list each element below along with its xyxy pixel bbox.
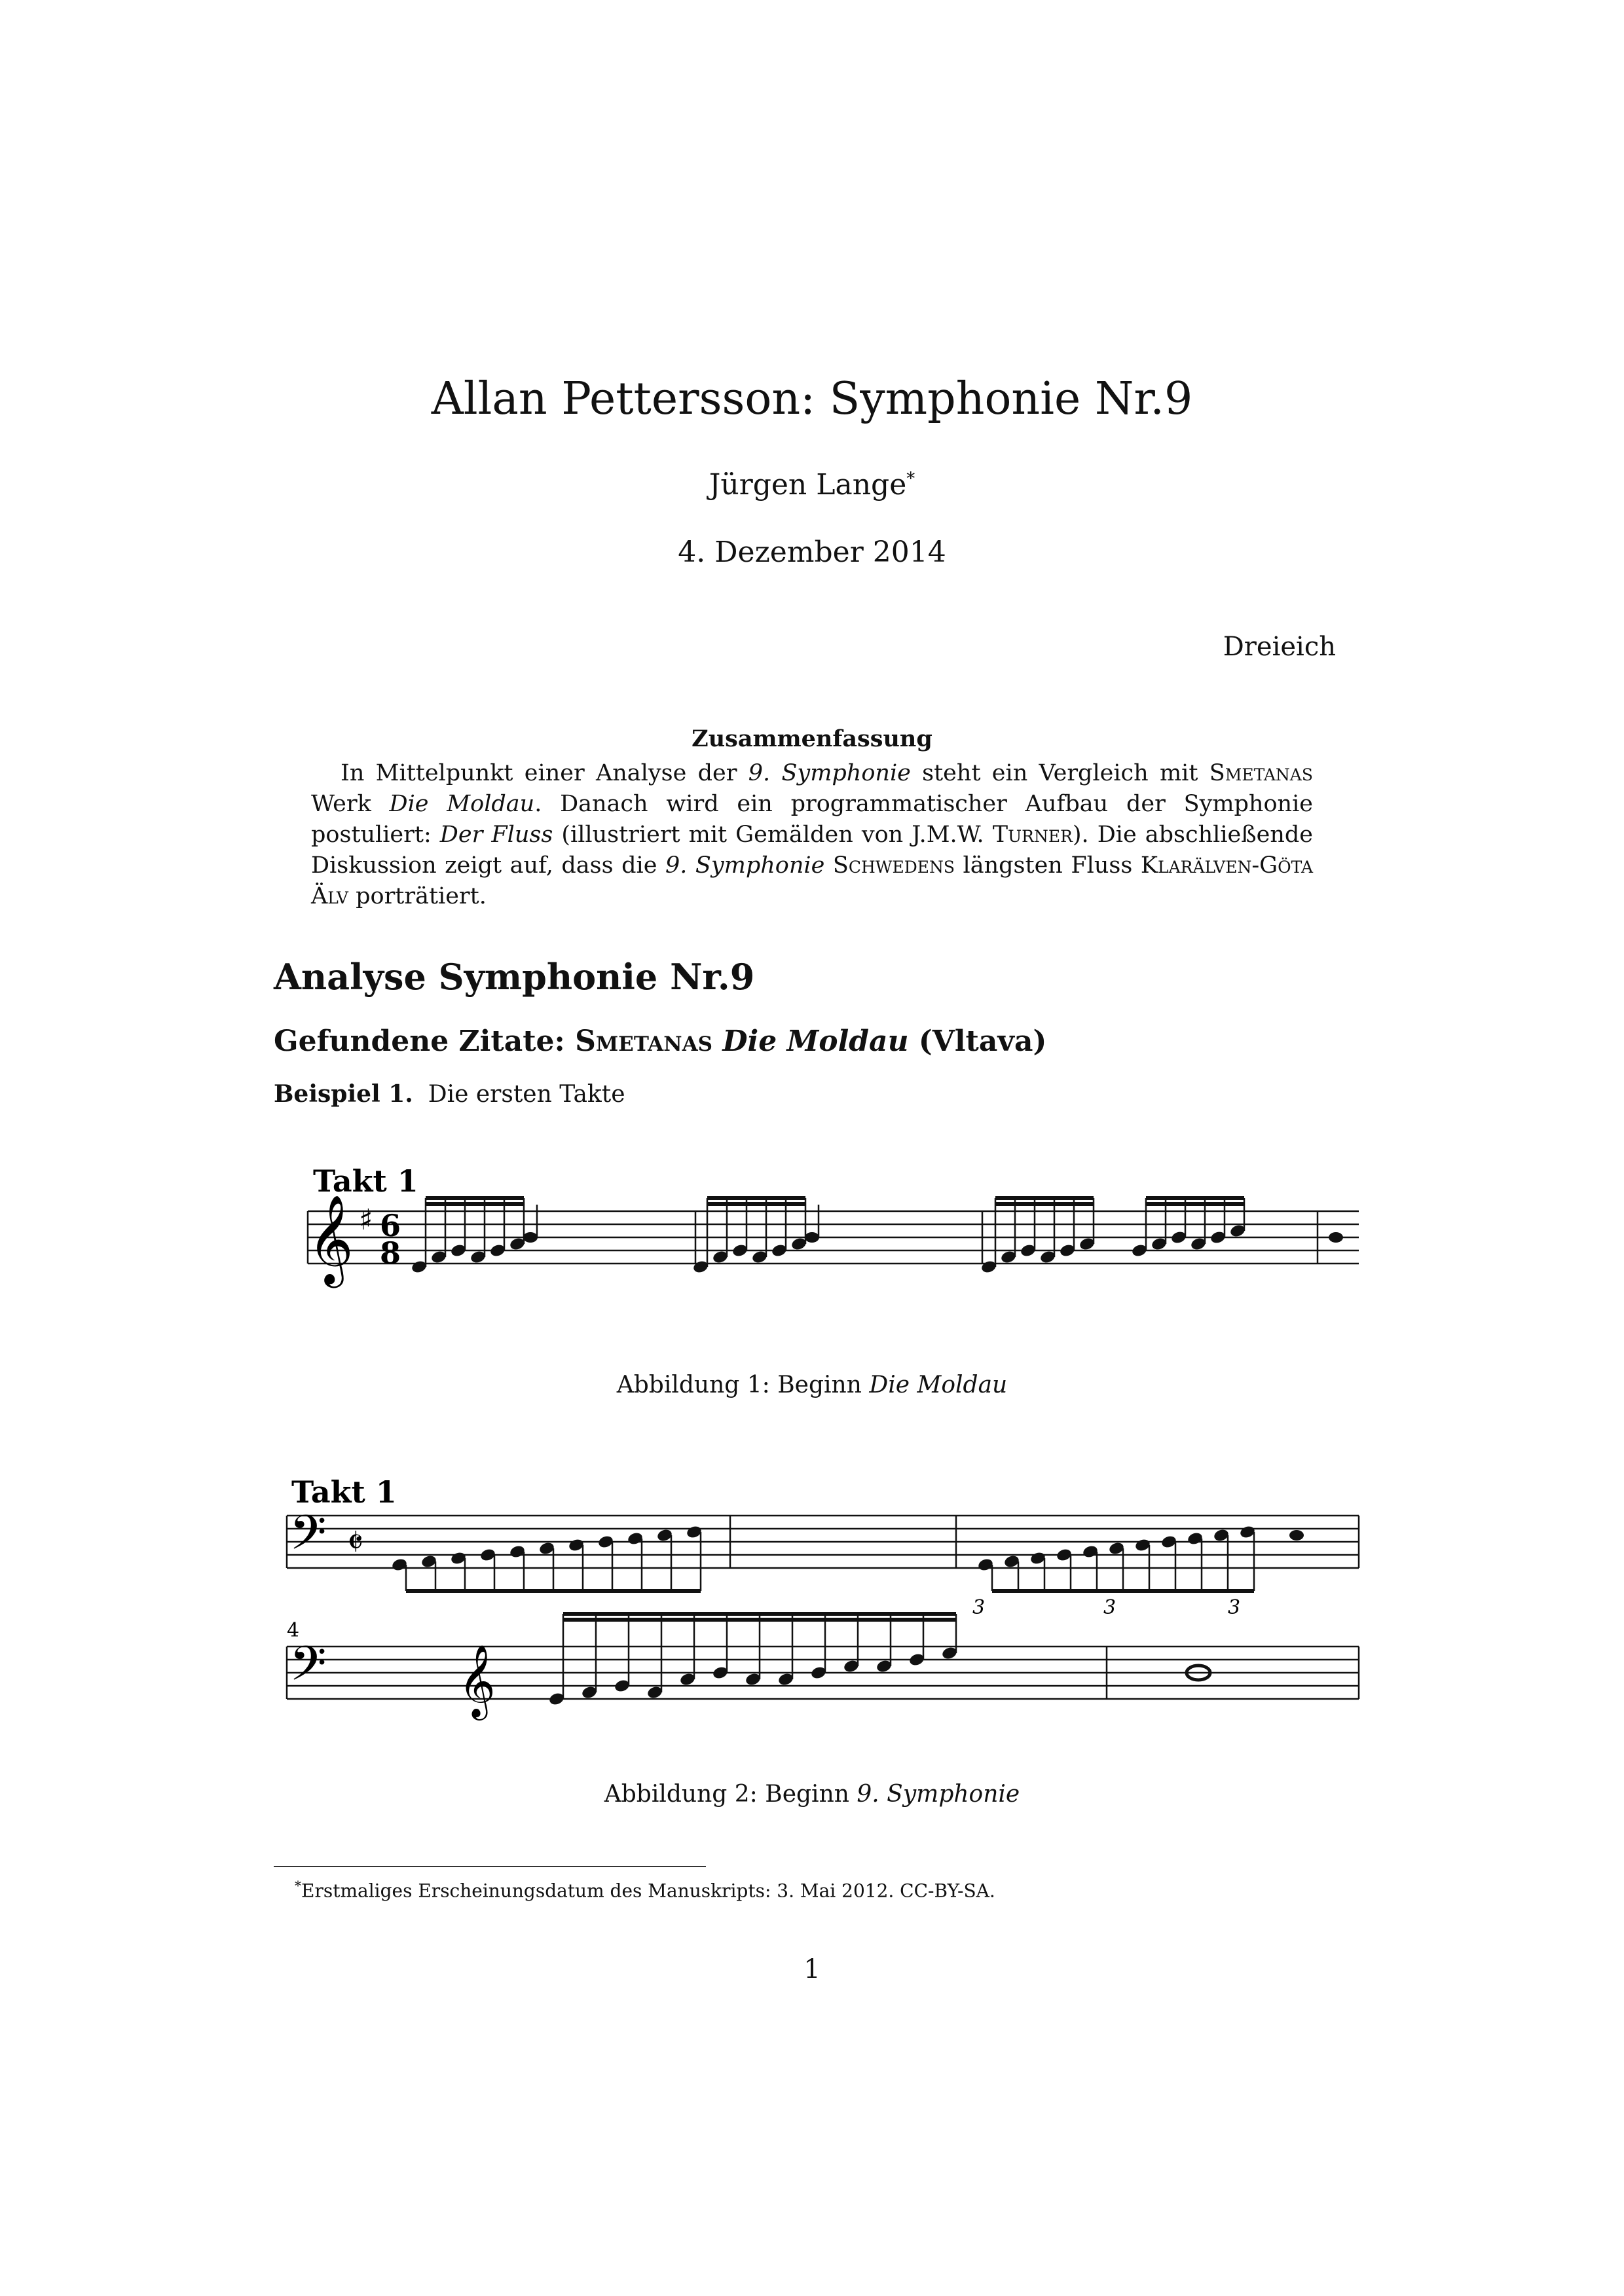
treble-clef-icon-2: 𝄞 xyxy=(458,1644,496,1717)
tuplet-number-1: 3 xyxy=(972,1596,986,1619)
page-number: 1 xyxy=(803,1954,821,1984)
takt-label-2: Takt 1 xyxy=(291,1474,397,1510)
tuplet-number-2: 3 xyxy=(1103,1596,1116,1619)
abstract-text: In Mittelpunkt einer Analyse der 9. Symphonie steht ein Vergleich mit Smetanas Werk Die Moldau. Danach wird ein programmatischer Aufbau der Symphonie postuliert: Der Fluss (illustriert mit Gemälden von J.M.W. Turner). Die abschließende Diskussion zeigt auf, dass die 9. Symphonie Schwedens längsten Fluss Klarälven-Göta Älv porträtiert. xyxy=(311,760,1314,909)
treble-clef-icon: 𝄞 xyxy=(308,1194,354,1284)
cut-time-icon: 𝄵 xyxy=(347,1522,364,1564)
eighth-note xyxy=(805,1232,819,1243)
author-footnote-mark: * xyxy=(906,469,915,489)
footnote-rule xyxy=(274,1866,706,1867)
author-name: Jürgen Lange xyxy=(709,468,907,501)
bass-clef-icon-2: 𝄢 xyxy=(289,1635,327,1703)
figure-2-caption: Abbildung 2: Beginn 9. Symphonie xyxy=(604,1781,1020,1808)
place: Dreieich xyxy=(1223,632,1336,662)
example-line xyxy=(274,1080,625,1108)
score-figure-1 xyxy=(0,1146,1624,1342)
score-figure-2 xyxy=(0,1450,1624,1725)
abstract-heading: Zusammenfassung xyxy=(692,725,932,752)
date: 4. Dezember 2014 xyxy=(678,536,946,569)
measure-number: 4 xyxy=(287,1619,300,1642)
author xyxy=(0,468,1624,501)
eighth-note xyxy=(1329,1232,1343,1243)
eighth-note xyxy=(523,1232,538,1243)
key-signature-sharp: ♯ xyxy=(359,1203,373,1237)
subsection-heading: Gefundene Zitate: Smetanas Die Moldau (Vltava) xyxy=(274,1025,1047,1058)
time-signature-denominator: 8 xyxy=(380,1235,401,1271)
section-heading: Analyse Symphonie Nr.9 xyxy=(274,956,755,998)
example-label: Beispiel 1. xyxy=(274,1080,413,1108)
footnote: *Erstmaliges Erscheinungsdatum des Manuskripts: 3. Mai 2012. CC-BY-SA. xyxy=(295,1878,995,1902)
document-title: Allan Pettersson: Symphonie Nr.9 xyxy=(431,373,1193,425)
figure-1-caption: Abbildung 1: Beginn Die Moldau xyxy=(616,1372,1008,1398)
example-text: Die ersten Takte xyxy=(428,1081,625,1108)
time-signature-numerator: 6 xyxy=(380,1208,401,1243)
tuplet-number-3: 3 xyxy=(1228,1596,1241,1619)
notes-group-2 xyxy=(391,1525,1304,1707)
takt-label-1: Takt 1 xyxy=(313,1163,418,1199)
bass-clef-icon: 𝄢 xyxy=(289,1504,327,1572)
